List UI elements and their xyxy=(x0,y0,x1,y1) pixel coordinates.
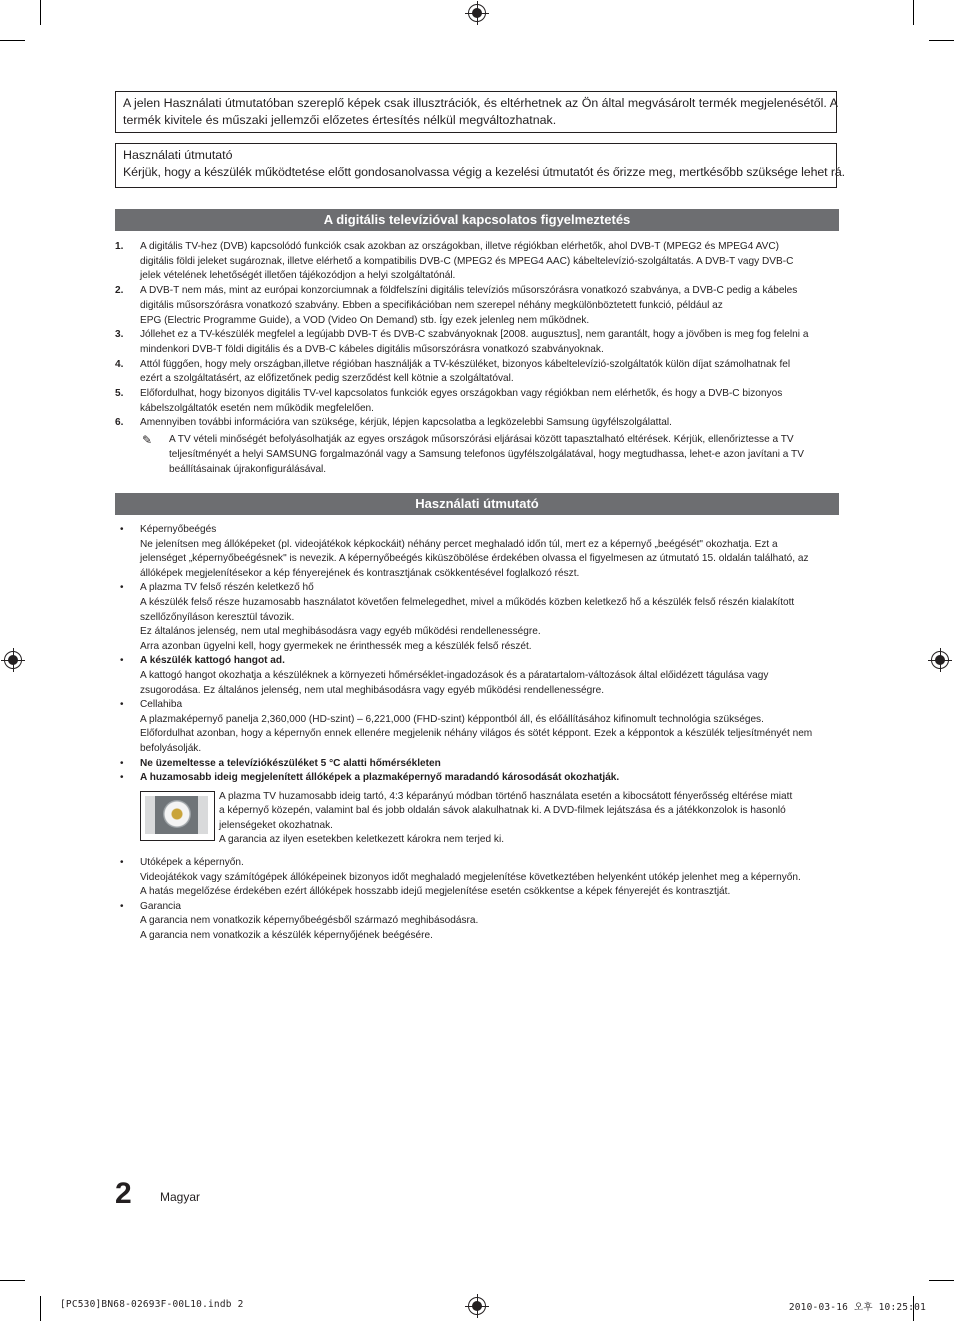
bullet-line: A hatás megelőzése érdekében ezért állóképek hosszabb idejű megjelenítése esetén csökkentse a képek fényerejét és kontrasztját. xyxy=(140,886,731,898)
note-line: A TV vételi minőségét befolyásolhatják az egyes országok műsorszórási eljárásai között tapasztalható eltérések. Kérjük, ellenőriztesse a TV xyxy=(169,434,794,446)
list-item xyxy=(115,387,839,416)
list-item xyxy=(115,358,839,387)
list-item-number: 3. xyxy=(115,329,124,341)
list-item-line: Amennyiben további információra van szüksége, kérjük, lépjen kapcsolatba a legközelebbi Samsung ügyfélszolgálattal. xyxy=(140,417,672,429)
bullet-icon: • xyxy=(120,857,124,869)
bullet-line: Ne jelenítsen meg állóképeket (pl. videojátékok képkockáit) néhány percet meghaladó időn túl, mert ez a képernyő „beégését" okozhatja. Ezt a xyxy=(140,538,778,550)
pencil-note-icon: ✎ xyxy=(142,433,153,448)
bullet-icon: • xyxy=(120,655,124,667)
user-manual-bullets xyxy=(115,523,839,944)
reception-note xyxy=(115,433,839,477)
footer-timestamp: 2010-03-16 오후 10:25:01 xyxy=(788,1302,926,1313)
digital-tv-warning-list xyxy=(115,240,839,477)
manual-box-text: Kérjük, hogy a készülék működtetése előtt gondosanolvassa végig a kezelési útmutatót és őrizze meg, mertkésőbb szüksége lehet rá. xyxy=(123,165,845,179)
list-item-line: Attól függően, hogy mely országban,illetve régióban használják a TV-készüléket, bizonyos kábeltelevízió-szolgáltatók külön díjat számolhatnak fel xyxy=(140,358,791,370)
section-header-user-manual: Használati útmutató xyxy=(115,493,839,515)
crop-mark xyxy=(0,1280,25,1281)
note-line: beállításainak újrakonfigurálásával. xyxy=(169,463,327,475)
list-item-line: Előfordulhat, hogy bizonyos digitális TV-vel kapcsolatos funkciók egyes országokban vagy régiókban nem elérhetők, és hogy a DVB-C bizonyos xyxy=(140,388,783,400)
bullet-line: A garancia nem vonatkozik képernyőbeégésből származó meghibásodásra. xyxy=(140,915,479,927)
page-language: Magyar xyxy=(160,1190,201,1204)
crop-mark xyxy=(929,40,954,41)
image-note-line: a képernyő közepén, valamint bal és jobb oldalán sávok alakulhatnak ki. A DVD-filmek lejátszása és a játékkonzolok is hasonló xyxy=(219,805,786,817)
bullet-item xyxy=(115,523,839,581)
tv-screen-image xyxy=(145,796,208,834)
screen-burn-illustration xyxy=(140,791,215,841)
list-item xyxy=(115,284,839,328)
registration-mark-icon xyxy=(931,651,949,669)
notice-line: termék kivitele és műszaki jellemzői előzetes értesítés nélkül megváltozhatnak. xyxy=(123,113,557,127)
registration-mark-icon xyxy=(4,651,22,669)
bullet-line: zsugorodása. Ez általános jelenség, nem utal meghibásodásra vagy egyéb működési rendellenességre. xyxy=(140,684,605,696)
list-item-line: EPG (Electric Programme Guide), a VOD (Video On Demand) stb. Így ezek jelenleg nem működnek. xyxy=(140,314,590,326)
bullet-line: jelenséget „képernyőbeégésnek" is nevezik. A képernyőbeégés kiküszöbölése érdekében olvassa el figyelmesen az útmutató 15. oldalán található, az xyxy=(140,553,809,565)
list-item-line: digitális földi jeleket sugároznak, illetve elérhető a kompatibilis DVB-C (MPEG2 és MPEG4 AAC) kábeltelevízió-szolgáltatás. A DVB-T vagy DVB-C xyxy=(140,255,794,267)
image-note-line: A plazma TV huzamosabb ideig tartó, 4:3 képarányú módban történő használata esetén a kibocsátott fényerősség eltérése miatt xyxy=(219,790,793,802)
bullet-item xyxy=(115,698,839,756)
bullet-line: állóképek megjelenítésekor a kép fényerejének és kontrasztjának csökkentésével foglalkozó részt. xyxy=(140,567,580,579)
bullet-title: Cellahiba xyxy=(140,699,183,711)
image-note-line: A garancia az ilyen esetekben keletkezett károkra nem terjed ki. xyxy=(219,834,505,846)
bullet-line: befolyásolják. xyxy=(140,742,202,754)
bullet-item xyxy=(115,856,839,900)
bullet-icon: • xyxy=(120,900,124,912)
bullet-title: Ne üzemeltesse a televíziókészüléket 5 °C alatti hőmérsékleten xyxy=(140,757,441,769)
list-item-line: ezért a szolgáltatásért, az előfizetőnek pedig szerződést kell kötnie a szolgáltatóval. xyxy=(140,373,514,385)
image-note-text xyxy=(219,790,839,848)
bullet-title: Képernyőbeégés xyxy=(140,524,217,535)
list-item-number: 4. xyxy=(115,358,124,370)
manual-box-title: Használati útmutató xyxy=(123,148,233,162)
bullet-line: Előfordulhat azonban, hogy a képernyőn ennek ellenére megjelenik néhány világos és sötét képpont. Ezek a képpontok a készülék teljesítményét nem xyxy=(140,728,813,740)
bullet-line: A plazmaképernyő panelja 2,360,000 (HD-szint) – 6,221,000 (FHD-szint) képpontból áll, és előállításához kifinomult technológia szükséges. xyxy=(140,713,764,725)
image-note xyxy=(140,790,839,848)
bullet-line: szellőzőnyíláson keresztül távozik. xyxy=(140,611,295,623)
list-item xyxy=(115,416,839,431)
list-item-line: kábelszolgáltatók esetén nem működik megfelelően. xyxy=(140,402,374,414)
list-item-line: mindenkori DVB-T földi digitális és a DVB-C kábeles digitális műsorszórásra vonatkozó szabványoknak. xyxy=(140,343,604,355)
list-item-line: Jóllehet ez a TV-készülék megfelel a legújabb DVB-T és DVB-C szabványoknak [2008. augusztus], nem garantált, hogy a jövőben is meg fog felelni a xyxy=(140,329,809,341)
registration-mark-icon xyxy=(468,1297,486,1315)
bullet-item xyxy=(115,581,839,654)
registration-mark-icon xyxy=(468,4,486,22)
bullet-line: A készülék felső része huzamosabb használatot követően felmelegedhet, mivel a működés közben keletkező hő a készülék felső részén kialakított xyxy=(140,596,795,608)
footer-file-info: [PC530]BN68-02693F-00L10.indb 2 xyxy=(60,1299,244,1310)
notice-line: A jelen Használati útmutatóban szereplő képek csak illusztrációk, és eltérhetnek az Ön által megvásárolt termék megjelenésétől. A xyxy=(123,96,838,110)
bullet-icon: • xyxy=(120,757,124,769)
crop-mark xyxy=(0,40,25,41)
bullet-title: A készülék kattogó hangot ad. xyxy=(140,655,285,667)
bullet-title: Utóképek a képernyőn. xyxy=(140,857,244,869)
crop-mark xyxy=(40,0,41,25)
list-item-line: A DVB-T nem más, mint az európai konzorciumnak a földfelszíni digitális televíziós műsorszórásra vonatkozó szabványa, a DVB-C pedig a kábeles xyxy=(140,285,798,297)
crop-mark xyxy=(929,1280,954,1281)
image-note-line: jelenségeket okozhatnak. xyxy=(219,819,333,831)
manual-box xyxy=(115,143,845,188)
list-item-number: 5. xyxy=(115,388,124,400)
bullet-item xyxy=(115,654,839,698)
bullet-title: A huzamosabb ideig megjelenített állóképek a plazmaképernyő maradandó károsodását okozhatják. xyxy=(140,772,620,784)
bullet-line: A garancia nem vonatkozik a készülék képernyőjének beégésére. xyxy=(140,930,433,942)
flower-image xyxy=(163,800,191,828)
bullet-icon: • xyxy=(120,524,124,535)
bullet-item xyxy=(115,757,839,772)
list-item-line: jelek vételének lehetőségét illetően tájékozódjon a helyi szolgáltatónál. xyxy=(140,270,456,282)
bullet-line: Videojátékok vagy számítógépek állóképeinek bizonyos időt meghaladó megjelenítése következtében helyenként utókép jelenhet meg a képernyőn. xyxy=(140,871,801,883)
bullet-line: A kattogó hangot okozhatja a készüléknek a környezeti hőmérséklet-ingadozások és a páratartalom-változások által előidézett tágulása vagy xyxy=(140,669,769,681)
list-item xyxy=(115,240,839,284)
list-item-number: 2. xyxy=(115,285,124,297)
bullet-icon: • xyxy=(120,582,124,594)
bullet-icon: • xyxy=(120,699,124,711)
list-item xyxy=(115,328,839,357)
list-item-number: 6. xyxy=(115,417,124,429)
list-item-line: digitális műsorszórásra vonatkozó szabvány. Ebben a specifikációban nem szerepel néhány megkülönböztetett funkció, például az xyxy=(140,299,723,311)
bullet-item xyxy=(115,771,839,786)
notice-box xyxy=(115,91,837,133)
bullet-title: A plazma TV felső részén keletkező hő xyxy=(140,582,314,594)
list-item-number: 1. xyxy=(115,241,124,252)
note-line: teljesítményét a helyi SAMSUNG forgalmazónál vagy a Samsung telefonos ügyfélszolgálatával, hogy megtudhassa, lehet-e azon javítani a TV xyxy=(169,448,804,460)
section-header-digital-tv: A digitális televízióval kapcsolatos figyelmeztetés xyxy=(115,209,839,231)
crop-mark xyxy=(913,0,914,25)
crop-mark xyxy=(40,1296,41,1321)
bullet-item xyxy=(115,900,839,944)
list-item-line: A digitális TV-hez (DVB) kapcsolódó funkciók csak azokban az országokban, illetve régiókban elérhetők, ahol DVB-T (MPEG2 és MPEG4 AVC) xyxy=(140,241,780,252)
bullet-title: Garancia xyxy=(140,900,181,912)
bullet-line: Ez általános jelenség, nem utal meghibásodásra vagy egyéb működési rendellenességre. xyxy=(140,626,541,638)
bullet-icon: • xyxy=(120,772,124,784)
bullet-line: Arra azonban ügyelni kell, hogy gyermekek ne érinthessék meg a készülék felső részét. xyxy=(140,640,532,652)
page-number: 2 xyxy=(115,1177,132,1210)
